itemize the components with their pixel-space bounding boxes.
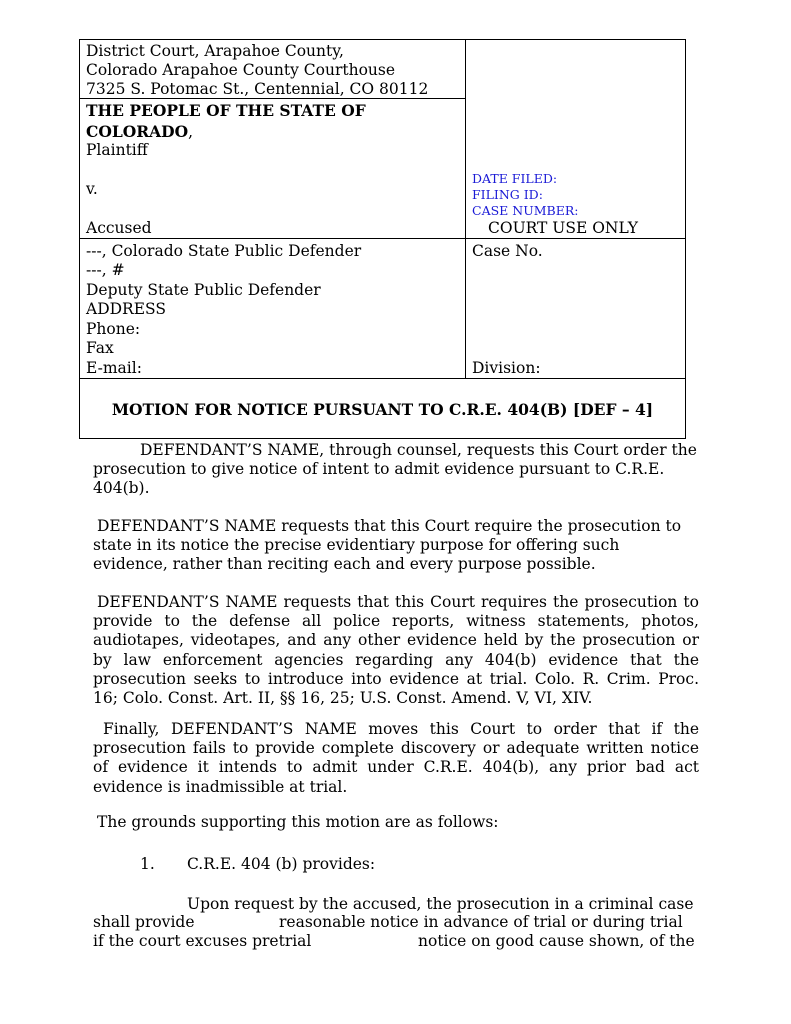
accused-label: Accused	[86, 219, 152, 237]
paragraph-2-line-3: evidence, rather than reciting each and every purpose possible.	[93, 555, 596, 573]
paragraph-2-line-2: state in its notice the precise evidentiary purpose for offering such	[93, 536, 620, 554]
case-number-label: CASE NUMBER:	[472, 203, 579, 218]
versus: v.	[86, 180, 98, 198]
case-no-label: Case No.	[472, 242, 543, 260]
attorney-office: ---, Colorado State Public Defender	[86, 242, 362, 260]
caption-divider-attorney	[80, 378, 685, 379]
attorney-address: ADDRESS	[86, 300, 166, 318]
courthouse-name: Colorado Arapahoe County Courthouse	[86, 61, 396, 79]
list-item-text: C.R.E. 404 (b) provides:	[187, 855, 376, 873]
plaintiff-name: THE PEOPLE OF THE STATE OF	[86, 101, 366, 120]
motion-title: MOTION FOR NOTICE PURSUANT TO C.R.E. 404(B) [DEF – 4]	[111, 400, 654, 419]
division-label: Division:	[472, 359, 541, 377]
plaintiff-role: Plaintiff	[86, 141, 148, 159]
attorney-registration: ---, #	[86, 261, 125, 279]
court-name: District Court, Arapahoe County,	[86, 42, 344, 60]
court-use-only: COURT USE ONLY	[488, 219, 639, 237]
attorney-title: Deputy State Public Defender	[86, 281, 321, 299]
date-filed-label: DATE FILED:	[472, 171, 558, 186]
paragraph-1-line-1: DEFENDANT’S NAME, through counsel, requests this Court order the	[140, 441, 697, 459]
attorney-phone: Phone:	[86, 320, 141, 338]
quote-line-3a: if the court excuses pretrial	[93, 932, 312, 950]
quote-line-2a: shall provide	[93, 913, 195, 931]
plaintiff-name-cont: COLORADO,	[86, 122, 194, 141]
attorney-email: E-mail:	[86, 359, 142, 377]
quote-line-2b: reasonable notice in advance of trial or during trial	[279, 913, 683, 931]
paragraph-5: The grounds supporting this motion are as follows:	[97, 813, 499, 831]
court-address: 7325 S. Potomac St., Centennial, CO 80112	[86, 80, 429, 98]
paragraph-1-line-2: prosecution to give notice of intent to admit evidence pursuant to C.R.E.	[93, 460, 665, 478]
quote-line-1: Upon request by the accused, the prosecution in a criminal case	[187, 895, 694, 913]
list-item-number: 1.	[140, 855, 155, 873]
filing-id-label: FILING ID:	[472, 187, 543, 202]
paragraph-2-line-1: DEFENDANT’S NAME requests that this Court require the prosecution to	[97, 517, 682, 535]
quote-line-3b: notice on good cause shown, of the	[418, 932, 695, 950]
paragraph-4: Finally, DEFENDANT’S NAME moves this Court to order that if the prosecution fails to provide complete discovery or adequate written notice of evidence it intends to admit under C.R.E. 404(b), any prior bad act evidence is inadmissible at trial.	[93, 720, 699, 796]
attorney-fax: Fax	[86, 339, 114, 357]
case-caption-box	[79, 39, 686, 439]
caption-divider-vertical	[465, 40, 466, 378]
paragraph-3: DEFENDANT’S NAME requests that this Court requires the prosecution to provide to the defense all police reports, witness statements, photos, audiotapes, videotapes, and any other evidence held by the prosecution or by law enforcement agencies regarding any 404(b) evidence that the prosecution seeks to introduce into evidence at trial. Colo. R. Crim. Proc. 16; Colo. Const. Art. II, §§ 16, 25; U.S. Const. Amend. V, VI, XIV.	[93, 593, 699, 708]
paragraph-1-line-3: 404(b).	[93, 479, 150, 497]
